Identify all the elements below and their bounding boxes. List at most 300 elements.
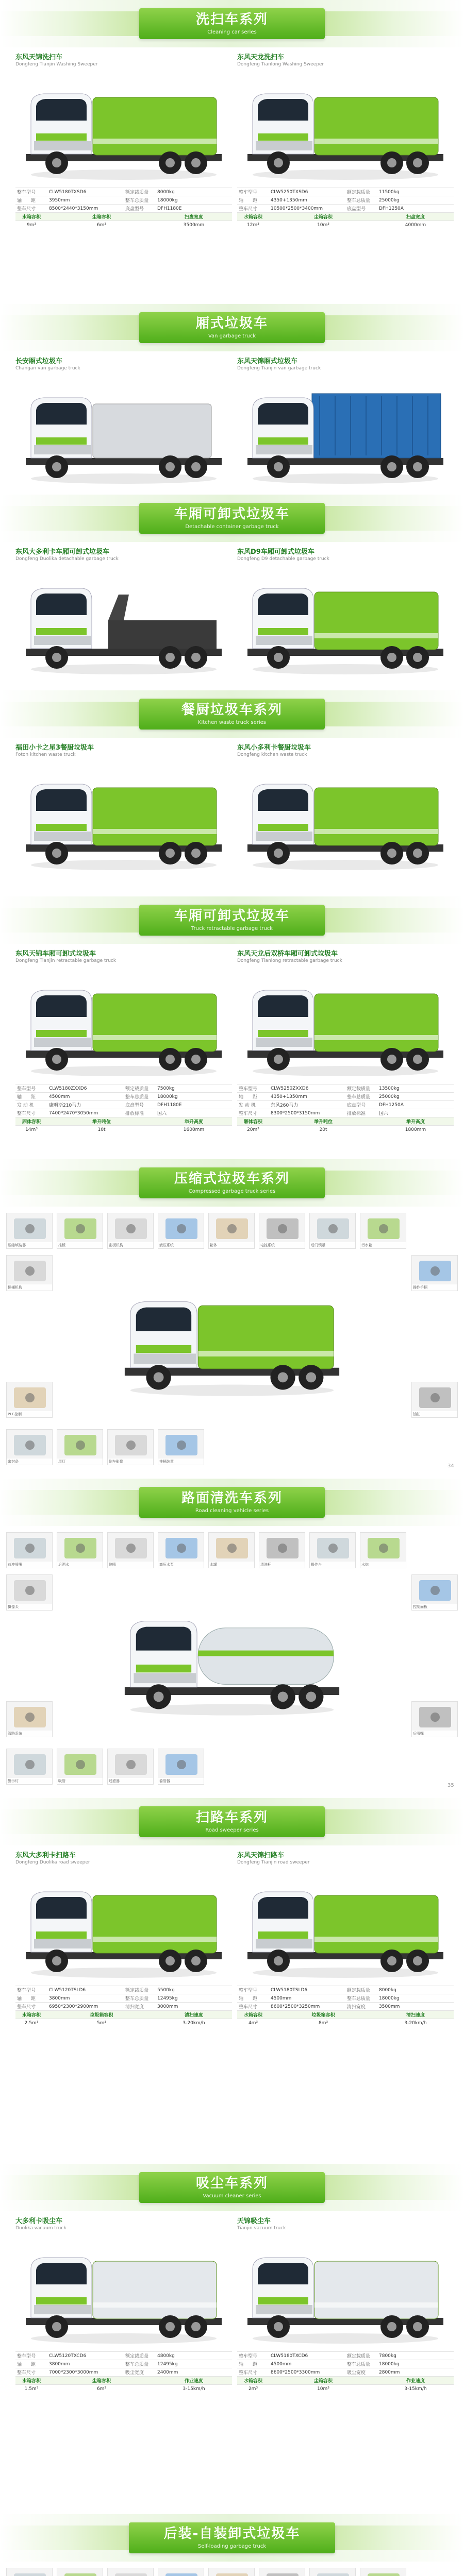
- thumbnail-caption: 后洒水: [57, 1562, 103, 1568]
- spec-row: [15, 1093, 232, 1101]
- spec-value: 8600*2500*3250mm: [269, 2003, 345, 2011]
- spec-value: CLW5180TXCD6: [269, 2352, 345, 2360]
- section-subtitle: Compressed garbage truck series: [188, 1189, 276, 1194]
- component-photo-icon: [209, 2568, 255, 2576]
- spec-key: 整车尺寸: [15, 2003, 47, 2011]
- capacity-value: 3-15km/h: [377, 2385, 454, 2393]
- section-title: 吸尘车系列: [195, 2176, 268, 2191]
- truck-illustration: [15, 564, 232, 682]
- model-name-en: Dongfeng kitchen waste truck: [237, 752, 307, 757]
- thumbnail-caption: 吸管: [57, 1778, 103, 1784]
- spec-value: DFH1180E: [156, 205, 232, 213]
- section-banner: [0, 495, 464, 542]
- truck-illustration: [113, 1594, 351, 1724]
- spec-table: [15, 1986, 232, 2027]
- capacity-value: 6m³: [47, 2385, 156, 2393]
- thumbnail-caption: 水罐: [209, 1562, 254, 1568]
- capacity-value: 2m³: [237, 2385, 269, 2393]
- spec-key: 底盘型号: [124, 1101, 156, 1109]
- spec-value: 3800mm: [47, 2360, 124, 2368]
- feature-thumbnail: [6, 1532, 53, 1568]
- capacity-header-row: [15, 2377, 232, 2385]
- capacity-header-row: [15, 213, 232, 221]
- thumbnail-caption: 管路系统: [7, 1731, 52, 1737]
- feature-thumbnail: [309, 2568, 356, 2576]
- thumbnail-caption: 污水箱: [360, 1242, 406, 1248]
- spec-row: [237, 2360, 454, 2368]
- spec-key: 额定载质量: [345, 1084, 377, 1093]
- thumbnail-caption: PLC控制: [7, 1411, 52, 1417]
- spec-value: CLW5250ZXXD6: [269, 1084, 345, 1093]
- spec-value: 10500*2500*3400mm: [269, 205, 345, 213]
- spec-key: 整车总质量: [124, 196, 156, 205]
- spec-row: [237, 196, 454, 205]
- thumbnail-caption: 后门锁紧: [310, 1242, 355, 1248]
- component-photo-icon: [360, 2568, 406, 2576]
- spec-row: [237, 2003, 454, 2011]
- spec-value: 6950*2300*2900mm: [47, 2003, 124, 2011]
- component-photo-icon: [57, 2568, 103, 2576]
- spec-table: [237, 188, 454, 229]
- spec-key: 整车型号: [15, 188, 47, 196]
- capacity-header: 尘箱容积: [269, 2377, 377, 2385]
- section-title: 压缩式垃圾车系列: [174, 1171, 290, 1187]
- spec-key: 吸尘宽度: [345, 2368, 377, 2377]
- feature-collage: [0, 2566, 464, 2576]
- section-title: 车厢可卸式垃圾车: [174, 908, 290, 924]
- spec-key: 吸尘宽度: [124, 2368, 156, 2377]
- section-retractable: [0, 896, 464, 1132]
- model-name: 大多利卡吸尘车: [15, 2217, 63, 2225]
- model-name-en: Changan van garbage truck: [15, 366, 80, 371]
- truck-image: [237, 564, 454, 682]
- truck-illustration: [113, 1275, 351, 1404]
- model-name-en: Dongfeng Tianjin retractable garbage truck: [15, 958, 117, 963]
- truck-image: [15, 1867, 232, 1986]
- feature-thumbnail: [6, 1429, 53, 1465]
- spec-key: 整车总质量: [124, 1994, 156, 2003]
- feature-thumbnail: [259, 2568, 305, 2576]
- capacity-header: 厢体容积: [15, 1117, 47, 1126]
- spec-value: 5500kg: [156, 1986, 232, 1994]
- spec-key: 整车总质量: [124, 2360, 156, 2368]
- thumbnail-caption: 前冲喷嘴: [7, 1562, 52, 1568]
- truck-illustration: [237, 373, 454, 492]
- model-name: 天锦吸尘车: [237, 2217, 271, 2225]
- spec-key: 额定载质量: [345, 2352, 377, 2360]
- truck-image: [15, 564, 232, 682]
- section-title: 后装-自装卸式垃圾车: [163, 2526, 301, 2541]
- thumbnail-caption: 挂桶装置: [158, 1459, 204, 1465]
- thumbnail-caption: 液压系统: [158, 1242, 204, 1248]
- feature-thumbnail: [57, 1749, 103, 1785]
- capacity-header: 扫盘宽度: [156, 213, 232, 221]
- model-name: 东风大多利卡车厢可卸式垃圾车: [15, 548, 110, 556]
- spec-row: [15, 196, 232, 205]
- spec-value: 18000kg: [377, 1994, 454, 2003]
- section-title: 扫路车系列: [195, 1810, 268, 1825]
- product-card-left: [15, 2215, 232, 2393]
- section-subtitle: Detachable container garbage truck: [185, 524, 279, 530]
- spec-key: 整车尺寸: [15, 205, 47, 213]
- capacity-header: 尘箱容积: [269, 213, 377, 221]
- capacity-header: 扫盘宽度: [377, 213, 454, 221]
- capacity-value-row: [15, 221, 232, 229]
- capacity-header: 垃圾箱容积: [47, 2011, 156, 2019]
- thumbnail-caption: 翻桶机构: [7, 1284, 52, 1291]
- spec-key: 额定载质量: [345, 188, 377, 196]
- spec-key: 整车型号: [15, 2352, 47, 2360]
- spec-value: 3800mm: [47, 1994, 124, 2003]
- spec-value: 18000kg: [156, 1093, 232, 1101]
- spec-value: 8000kg: [377, 1986, 454, 1994]
- section-sweeper: [0, 1798, 464, 2026]
- feature-collage: [0, 1530, 464, 1788]
- model-name: 东风天锦洗扫车: [15, 54, 63, 61]
- capacity-header-row: [237, 1117, 454, 1126]
- spec-value: CLW5250TXSD6: [269, 188, 345, 196]
- capacity-header-row: [15, 1117, 232, 1126]
- truck-image: [15, 759, 232, 878]
- section-detachable: [0, 495, 464, 562]
- feature-thumbnail: [57, 1532, 103, 1568]
- section-van: [0, 304, 464, 371]
- spec-row: [15, 205, 232, 213]
- model-name: 东风天锦车厢可卸式垃圾车: [15, 950, 96, 958]
- spec-value: 7000*2300*3000mm: [47, 2368, 124, 2377]
- spec-value: 8300*2500*3150mm: [269, 1109, 345, 1117]
- spec-row: [237, 1994, 454, 2003]
- section-banner: [0, 1159, 464, 1207]
- section-road: [0, 1479, 464, 1788]
- product-card-left: [15, 1850, 232, 2027]
- feature-collage: [0, 1211, 464, 1468]
- feature-thumbnail: [411, 1382, 458, 1418]
- capacity-value: 12m³: [237, 221, 269, 229]
- spec-value: 4500mm: [269, 2360, 345, 2368]
- truck-illustration: [15, 1867, 232, 1986]
- spec-value: 7400*2470*3050mm: [47, 1109, 124, 1117]
- main-truck-image: [113, 1594, 351, 1726]
- spec-key: 额定载质量: [124, 2352, 156, 2360]
- thumbnail-caption: 电控系统: [259, 1242, 305, 1248]
- spec-key: 底盘型号: [345, 1101, 377, 1109]
- capacity-value: 4000mm: [377, 221, 454, 229]
- product-card-right: [237, 2215, 454, 2393]
- capacity-header: 水箱容积: [15, 2377, 47, 2385]
- feature-thumbnail: [411, 1255, 458, 1291]
- spec-key: 整车尺寸: [237, 205, 269, 213]
- truck-illustration: [237, 2233, 454, 2351]
- section-title: 餐厨垃圾车系列: [181, 702, 283, 718]
- product-card-right: [237, 52, 454, 229]
- thumbnail-caption: 高压水泵: [158, 1562, 204, 1568]
- thumbnail-caption: 过滤器: [108, 1778, 153, 1784]
- spec-key: 轴 距: [15, 1994, 47, 2003]
- spec-key: 整车型号: [237, 188, 269, 196]
- capacity-header: 水箱容积: [237, 2377, 269, 2385]
- product-card-right: [237, 948, 454, 1134]
- section-title: 厢式垃圾车: [195, 316, 268, 331]
- spec-key: 排放标准: [124, 1109, 156, 1117]
- spec-value: DFH1180E: [156, 1101, 232, 1109]
- section-subtitle: Road sweeper series: [205, 1827, 259, 1833]
- feature-thumbnail: [6, 1213, 53, 1249]
- section-subtitle: Vacuum cleaner series: [203, 2193, 261, 2199]
- capacity-value: 8m³: [269, 2019, 377, 2027]
- section-banner: [0, 2164, 464, 2211]
- spec-value: CLW5180TXSD6: [47, 188, 124, 196]
- model-name-en: Dongfeng Duolika road sweeper: [15, 1860, 90, 1865]
- spec-table: [237, 2351, 454, 2393]
- feature-thumbnail: [360, 2568, 406, 2576]
- spec-value: CLW5180TSLD6: [269, 1986, 345, 1994]
- spec-value: 4500mm: [269, 1994, 345, 2003]
- capacity-header: 清扫速度: [156, 2011, 232, 2019]
- capacity-value-row: [15, 2385, 232, 2393]
- spec-row: [237, 1109, 454, 1117]
- model-name-en: Foton kitchen waste truck: [15, 752, 76, 757]
- model-name-en: Dongfeng Tianlong Washing Sweeper: [237, 62, 324, 67]
- spec-value: 8000kg: [156, 188, 232, 196]
- spec-key: 轴 距: [15, 1093, 47, 1101]
- capacity-value: 5m³: [47, 2019, 156, 2027]
- capacity-value: 3-20km/h: [377, 2019, 454, 2027]
- spec-key: 清扫宽度: [345, 2003, 377, 2011]
- spec-key: 额定载质量: [124, 188, 156, 196]
- product-card-right: [237, 355, 454, 492]
- spec-row: [15, 1101, 232, 1109]
- truck-image: [15, 69, 232, 188]
- section-title: 路面清洗车系列: [181, 1490, 283, 1506]
- capacity-value: 3-20km/h: [156, 2019, 232, 2027]
- spec-value: 4500mm: [47, 1093, 124, 1101]
- model-name: 东风天锦厢式垃圾车: [237, 358, 298, 365]
- section-subtitle: Van garbage truck: [208, 333, 256, 339]
- spec-row: [15, 1109, 232, 1117]
- feature-thumbnail: [6, 1255, 53, 1291]
- spec-value: CLW5180ZXXD6: [47, 1084, 124, 1093]
- thumbnail-caption: 刮板机构: [108, 1242, 153, 1248]
- spec-row: [237, 2352, 454, 2360]
- spec-key: 整车尺寸: [237, 1109, 269, 1117]
- feature-thumbnail: [6, 1382, 53, 1418]
- spec-row: [237, 188, 454, 196]
- feature-thumbnail: [360, 1532, 406, 1568]
- feature-thumbnail: [107, 1429, 154, 1465]
- spec-table: [15, 188, 232, 229]
- model-name: 东风天锦扫路车: [237, 1852, 285, 1859]
- feature-thumbnail: [107, 2568, 154, 2576]
- truck-illustration: [237, 965, 454, 1084]
- section-banner: [0, 0, 464, 47]
- spec-value: 东风260马力: [269, 1101, 345, 1109]
- model-name: 东风天龙后双桥车厢可卸式垃圾车: [237, 950, 338, 958]
- capacity-value: 20t: [269, 1126, 377, 1134]
- spec-value: 7500kg: [156, 1084, 232, 1093]
- spec-row: [15, 2368, 232, 2377]
- truck-illustration: [237, 1867, 454, 1986]
- feature-thumbnail: [158, 1429, 204, 1465]
- spec-key: 整车尺寸: [237, 2003, 269, 2011]
- truck-illustration: [15, 69, 232, 188]
- feature-thumbnail: [158, 2568, 204, 2576]
- spec-key: 整车总质量: [345, 2360, 377, 2368]
- feature-thumbnail: [158, 1213, 204, 1249]
- section-cleaning: [0, 0, 464, 228]
- spec-value: 3500mm: [377, 2003, 454, 2011]
- truck-image: [237, 2233, 454, 2351]
- page-number: 34: [448, 1463, 454, 1469]
- capacity-value: 3500mm: [156, 221, 232, 229]
- model-name: 福田小卡之星3餐厨垃圾车: [15, 744, 94, 752]
- thumbnail-caption: 操作手柄: [412, 1284, 457, 1291]
- capacity-value: 1.5m³: [15, 2385, 47, 2393]
- capacity-value-row: [237, 221, 454, 229]
- feature-thumbnail: [107, 1749, 154, 1785]
- thumbnail-caption: 油缸: [412, 1411, 457, 1417]
- feature-thumbnail: [208, 2568, 255, 2576]
- model-name: 东风天龙洗扫车: [237, 54, 285, 61]
- product-card-left: [15, 355, 232, 492]
- spec-table: [15, 2351, 232, 2393]
- truck-illustration: [237, 759, 454, 878]
- section-banner: [0, 896, 464, 944]
- spec-key: 底盘型号: [345, 205, 377, 213]
- thumbnail-caption: 箱体: [209, 1242, 254, 1248]
- spec-value: DFH1250A: [377, 205, 454, 213]
- section-selfload: [0, 2514, 464, 2562]
- capacity-value: 1800mm: [377, 1126, 454, 1134]
- product-card-left: [15, 742, 232, 878]
- feature-thumbnail: [360, 1213, 406, 1249]
- feature-thumbnail: [107, 1532, 154, 1568]
- capacity-header: 垃圾箱容积: [269, 2011, 377, 2019]
- thumbnail-caption: 警示灯: [7, 1778, 52, 1784]
- capacity-header: 水箱容积: [15, 2011, 47, 2019]
- spec-value: 2800mm: [377, 2368, 454, 2377]
- spec-table: [237, 1986, 454, 2027]
- product-card-right: [237, 1850, 454, 2027]
- model-name-en: Dongfeng Duolika detachable garbage truck: [15, 556, 119, 562]
- spec-value: CLW5120TSLD6: [47, 1986, 124, 1994]
- capacity-header: 作业速度: [156, 2377, 232, 2385]
- spec-key: 整车尺寸: [15, 1109, 47, 1117]
- capacity-value-row: [237, 1126, 454, 1134]
- capacity-header: 尘箱容积: [47, 213, 156, 221]
- feature-thumbnail: [158, 1749, 204, 1785]
- spec-key: 发 动 机: [237, 1101, 269, 1109]
- spec-value: 4800kg: [156, 2352, 232, 2360]
- spec-key: 轴 距: [237, 2360, 269, 2368]
- spec-value: 18000kg: [156, 196, 232, 205]
- spec-key: 发 动 机: [15, 1101, 47, 1109]
- spec-key: 整车尺寸: [15, 2368, 47, 2377]
- thumbnail-caption: 推板: [57, 1242, 103, 1248]
- spec-row: [237, 205, 454, 213]
- spec-key: 额定载质量: [345, 1986, 377, 1994]
- capacity-value: 1600mm: [156, 1126, 232, 1134]
- spec-key: 轴 距: [15, 196, 47, 205]
- spec-key: 整车总质量: [345, 196, 377, 205]
- spec-row: [15, 1986, 232, 1994]
- product-card-right: [237, 546, 454, 682]
- feature-thumbnail: [411, 1574, 458, 1611]
- section-title: 洗扫车系列: [195, 12, 268, 27]
- spec-value: 8500*2440*3150mm: [47, 205, 124, 213]
- spec-row: [15, 1084, 232, 1093]
- thumbnail-caption: 密封条: [7, 1459, 52, 1465]
- spec-row: [15, 2003, 232, 2011]
- feature-thumbnail: [57, 1429, 103, 1465]
- truck-illustration: [15, 373, 232, 492]
- spec-value: 4350+1350mm: [269, 196, 345, 205]
- capacity-value-row: [237, 2385, 454, 2393]
- component-photo-icon: [7, 2568, 53, 2576]
- section-subtitle: Road cleaning vehicle series: [195, 1508, 269, 1514]
- thumbnail-caption: 操作台: [310, 1562, 355, 1568]
- feature-thumbnail: [309, 1532, 356, 1568]
- spec-key: 轴 距: [237, 196, 269, 205]
- spec-row: [15, 2360, 232, 2368]
- model-name: 东风D9车厢可卸式垃圾车: [237, 548, 314, 556]
- spec-key: 整车总质量: [345, 1093, 377, 1101]
- feature-thumbnail: [259, 1213, 305, 1249]
- spec-value: 国六: [377, 1109, 454, 1117]
- capacity-header: 水箱容积: [237, 213, 269, 221]
- spec-value: 25000kg: [377, 196, 454, 205]
- section-banner: [0, 690, 464, 738]
- capacity-value: 3-15km/h: [156, 2385, 232, 2393]
- spec-value: 7800kg: [377, 2352, 454, 2360]
- spec-value: 3000mm: [156, 2003, 232, 2011]
- capacity-header: 举升高度: [377, 1117, 454, 1126]
- spec-key: 排放标准: [345, 1109, 377, 1117]
- spec-value: 3950mm: [47, 196, 124, 205]
- capacity-value-row: [237, 2019, 454, 2027]
- capacity-header: 举升高度: [156, 1117, 232, 1126]
- section-banner: [0, 2514, 464, 2562]
- truck-illustration: [15, 965, 232, 1084]
- capacity-value: 6m³: [47, 221, 156, 229]
- model-name-en: Dongfeng Tianlong retractable garbage truck: [237, 958, 342, 963]
- product-card-left: [15, 948, 232, 1134]
- feature-thumbnail: [57, 2568, 103, 2576]
- feature-thumbnail: [6, 1574, 53, 1611]
- spec-value: 12495kg: [156, 2360, 232, 2368]
- spec-value: 4350+1350mm: [269, 1093, 345, 1101]
- feature-thumbnail: [6, 2568, 53, 2576]
- spec-row: [15, 188, 232, 196]
- truck-image: [237, 759, 454, 878]
- spec-key: 整车总质量: [345, 1994, 377, 2003]
- capacity-header: 清扫速度: [377, 2011, 454, 2019]
- spec-row: [15, 2352, 232, 2360]
- capacity-value: 20m³: [237, 1126, 269, 1134]
- spec-key: 轴 距: [15, 2360, 47, 2368]
- model-name: 东风小多利卡餐厨垃圾车: [237, 744, 311, 752]
- component-photo-icon: [158, 2568, 204, 2576]
- capacity-value: 9m³: [15, 221, 47, 229]
- truck-illustration: [237, 69, 454, 188]
- capacity-header-row: [237, 2011, 454, 2019]
- section-banner: [0, 1798, 464, 1845]
- section-vacuum: [0, 2164, 464, 2392]
- thumbnail-caption: 尾灯: [57, 1459, 103, 1465]
- feature-thumbnail: [309, 1213, 356, 1249]
- section-compressed: [0, 1159, 464, 1469]
- feature-thumbnail: [107, 1213, 154, 1249]
